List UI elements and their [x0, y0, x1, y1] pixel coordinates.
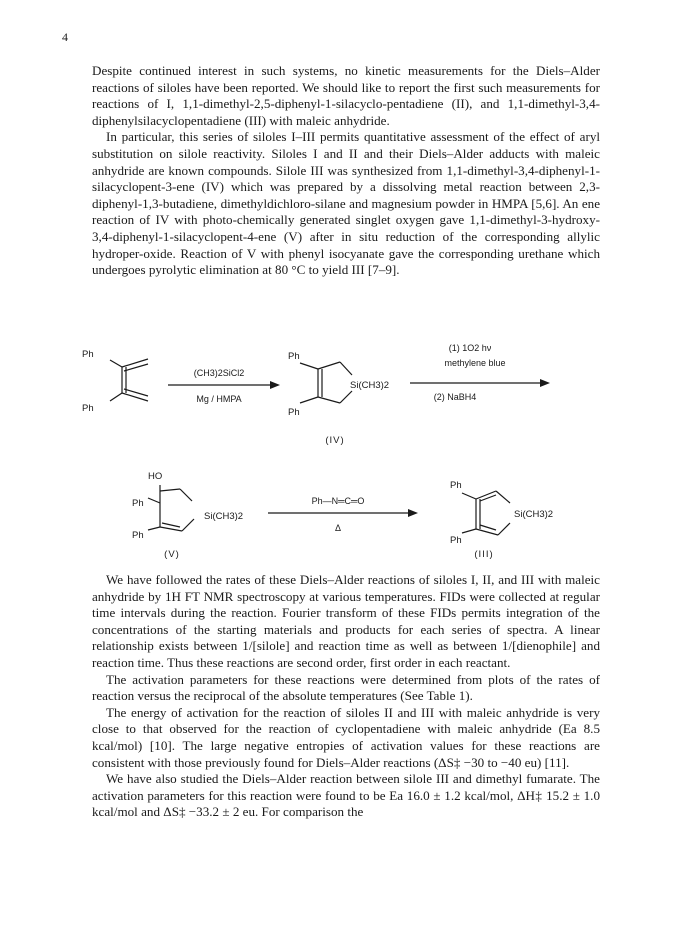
reagent-2-line-1: (1) 1O2 hν — [448, 343, 492, 353]
paragraph-1: Despite continued interest in such systems, no kinetic measurements for the Diels–Alder reactions of siloles have been reported. We should like to report the first such measurements for reactions of I, 1,1-dimethyl-2,5-diphenyl-1-silacyclo-pentadiene (II), and 1,1-dimethyl-3,4-diphenylsilacyclopentadiene (III) with maleic anhydride. — [92, 63, 600, 128]
paragraph-2: In particular, this series of siloles I–III permits quantitative assessment of the effect of aryl substitution on silole reactivity. Siloles I and II and their Diels–Alder adducts with maleic anhydride are known compounds. Silole III was synthesized from 1,1-dimethyl-3,4-diphenyl-1-silacyclopent-3-ene (IV) which was prepared by a dissolving metal reaction between 2,3-diphenyl-1,3-butadiene, dimethyldichloro-silane and magnesium powder in HMPA [5,6]. An ene reaction of IV with photo-chemically generated singlet oxygen gave 1,1-dimethyl-3-hydroxy-3,4-diphenyl-1-silacyclopent-4-ene (V) after in situ reduction of the corresponding allylic hydroper-oxide. Reaction of V with phenyl isocyanate gave the corresponding urethane which undergoes pyrolytic elimination at 80 °C to yield III [7–9]. — [92, 129, 600, 278]
v-ph-bottom: Ph — [132, 530, 144, 541]
reagent-1-top: (CH3)2SiCl2 — [193, 368, 245, 378]
page-number: 4 — [62, 30, 68, 44]
iv-ph-top: Ph — [288, 351, 300, 362]
v-ph-top: Ph — [132, 498, 144, 509]
iii-ph-top: Ph — [450, 480, 462, 491]
diene-ph-bottom: Ph — [82, 403, 94, 414]
text-block-bottom — [92, 572, 600, 821]
reaction-scheme — [0, 335, 680, 570]
reagent-2-line-3: (2) NaBH4 — [433, 392, 477, 402]
diene-ph-top: Ph — [82, 349, 94, 360]
label-v: (V) — [164, 549, 180, 560]
paragraph-4: The activation parameters for these reactions were determined from plots of the rates of reaction versus the reciprocal of the absolute temperatures (See Table 1). — [92, 671, 600, 704]
paragraph-6: We have also studied the Diels–Alder reaction between silole III and dimethyl fumarate. The activation parameters for this reaction were found to be Ea 16.0 ± 1.2 kcal/mol, ΔH‡ 15.2 ± 1.0 kcal/mol and ΔS‡ −33.2 ± 2 eu. For comparison the — [92, 771, 600, 820]
v-ho: HO — [148, 471, 163, 482]
reagent-3-top: Ph—N═C═O — [311, 496, 365, 506]
iv-si-group: Si(CH3)2 — [350, 380, 390, 391]
iii-si-group: Si(CH3)2 — [514, 509, 554, 520]
label-iv: (IV) — [325, 435, 345, 446]
reagent-2-line-2: methylene blue — [444, 358, 506, 368]
paragraph-5: The energy of activation for the reaction of siloles II and III with maleic anhydride is very close to that observed for the reaction of cyclopentadiene with maleic anhydride (Ea 8.5 kcal/mol) [10]. The large negative entropies of activation values for these reactions are consistent with those previously found for Diels–Alder reactions (ΔS‡ −30 to −40 eu) [11]. — [92, 704, 600, 770]
reagent-1-bottom: Mg / HMPA — [196, 394, 242, 404]
iv-ph-bottom: Ph — [288, 407, 300, 418]
scheme-svg — [0, 335, 680, 570]
v-si-group: Si(CH3)2 — [204, 511, 244, 522]
reagent-3-bottom: Δ — [334, 523, 342, 533]
label-iii: (III) — [474, 549, 494, 560]
paragraph-3: We have followed the rates of these Diels–Alder reactions of siloles I, II, and III with maleic anhydride by 1H FT NMR spectroscopy at various temperatures. FIDs were collected at regular time intervals during the reaction. Fourier transform of these FIDs permits integration of the concentrations of the starting materials and products for each series of spectra. A linear relationship exists between 1/[silole] and reaction time as well as between 1/[dienophile] and reaction time. Thus these reactions are second order, first order in each reactant. — [92, 572, 600, 670]
iii-ph-bottom: Ph — [450, 535, 462, 546]
text-block-top — [92, 63, 600, 279]
